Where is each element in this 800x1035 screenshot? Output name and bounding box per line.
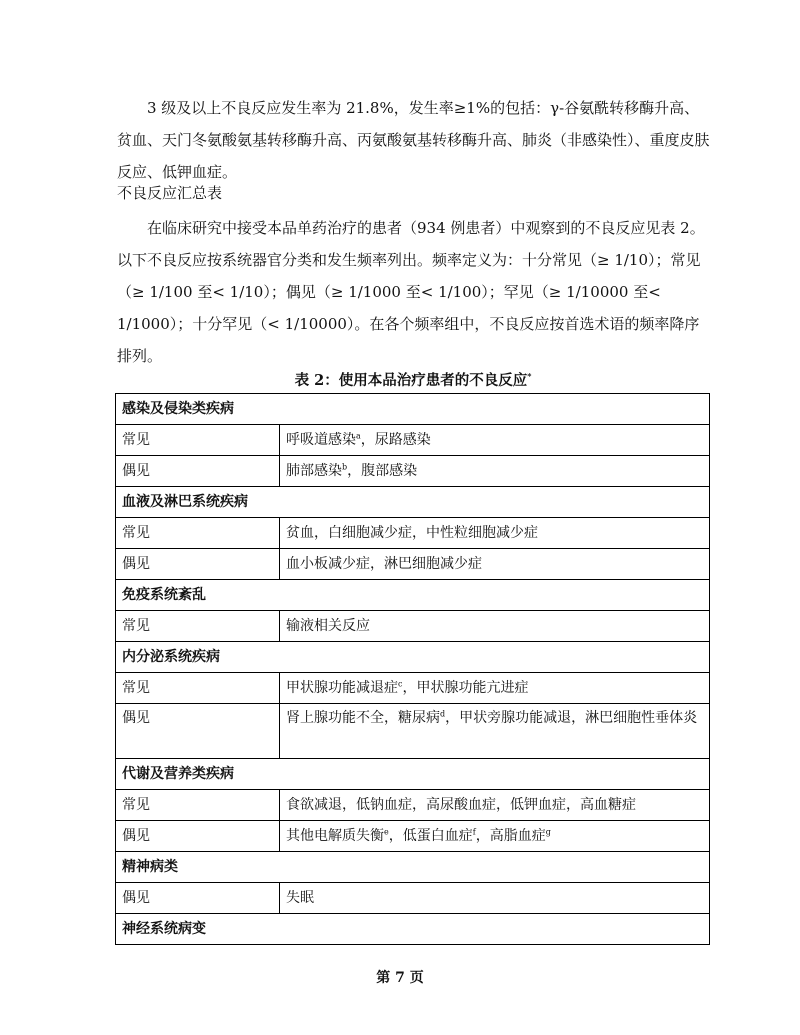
reaction-text: 其他电解质失衡 [286, 828, 384, 844]
table-category-cell: 免疫系统紊乱 [116, 580, 710, 611]
footnote-mark: e [384, 827, 389, 837]
table-category-row [116, 580, 710, 611]
frequency-cell: 常见 [116, 425, 280, 456]
table-category-row [116, 642, 710, 673]
table-row [116, 549, 710, 580]
footnote-mark: d [440, 709, 446, 719]
reaction-text: ，低蛋白血症 [388, 828, 473, 844]
table-row [116, 821, 710, 852]
reactions-cell [280, 821, 710, 852]
frequency-cell: 偶见 [116, 549, 280, 580]
table-row [116, 456, 710, 487]
table-row [116, 673, 710, 704]
page-number: 第 7 页 [376, 970, 424, 986]
table-caption-text: 表 2：使用本品治疗患者的不良反应 [294, 372, 528, 389]
frequency-cell: 偶见 [116, 821, 280, 852]
adverse-reactions-table [115, 393, 710, 945]
reaction-text: 呼吸道感染 [286, 432, 356, 448]
reaction-text: ，尿路感染 [360, 432, 431, 448]
reaction-text: ，甲状旁腺功能减退，淋巴细胞性垂体炎 [445, 710, 698, 726]
reactions-cell [280, 790, 710, 821]
table-category-row [116, 394, 710, 425]
footnote-mark: g [545, 827, 551, 837]
table-category-cell: 代谢及营养类疾病 [116, 759, 710, 790]
table-category-cell: 感染及侵染类疾病 [116, 394, 710, 425]
table-row [116, 518, 710, 549]
frequency-cell: 偶见 [116, 456, 280, 487]
table-row [116, 611, 710, 642]
reaction-text: 血小板减少症，淋巴细胞减少症 [286, 556, 482, 572]
footnote-mark: b [342, 462, 348, 472]
table-row [116, 883, 710, 914]
table-category-cell: 内分泌系统疾病 [116, 642, 710, 673]
frequency-cell: 常见 [116, 790, 280, 821]
table-row [116, 704, 710, 759]
table-category-row [116, 852, 710, 883]
reaction-text: 贫血，白细胞减少症，中性粒细胞减少症 [286, 525, 538, 541]
adverse-reactions-table-body [116, 394, 710, 945]
frequency-cell: 常见 [116, 518, 280, 549]
frequency-cell: 偶见 [116, 704, 280, 759]
reactions-cell [280, 673, 710, 704]
paragraph-table-intro: 在临床研究中接受本品单药治疗的患者（934 例患者）中观察到的不良反应见表 2。以下不良反应按系统器官分类和发生频率列出。频率定义为：十分常见（≥ 1/10）；常见（≥ 1/100 至< 1/10）；偶见（≥ 1/1000 至< 1/100）；罕见（≥ 1/10000 至< 1/1000）；十分罕见（< 1/10000）。在各个频率组中，不良反应按首选术语的频率降序排列。 [117, 219, 705, 365]
table-caption-footnote-mark: * [527, 371, 532, 382]
section-heading: 不良反应汇总表 [117, 184, 223, 202]
paragraph-grade3-incidence: 3 级及以上不良反应发生率为 21.8%，发生率≥1%的包括：γ-谷氨酰转移酶升高、贫血、天门冬氨酸氨基转移酶升高、丙氨酸氨基转移酶升高、肺炎（非感染性）、重度皮肤反应、低钾血症。 [117, 99, 710, 181]
reaction-text: 输液相关反应 [286, 618, 370, 634]
reaction-text: 失眠 [286, 890, 314, 906]
footnote-mark: a [356, 431, 361, 441]
table-category-row [116, 487, 710, 518]
table-row [116, 790, 710, 821]
frequency-cell: 偶见 [116, 883, 280, 914]
reaction-text: 肾上腺功能不全，糖尿病 [286, 710, 440, 726]
table-category-cell: 精神病类 [116, 852, 710, 883]
footnote-mark: c [398, 679, 403, 689]
table-caption [117, 371, 709, 391]
reactions-cell [280, 425, 710, 456]
reaction-text: ，腹部感染 [347, 463, 418, 479]
reactions-cell [280, 456, 710, 487]
frequency-cell: 常见 [116, 673, 280, 704]
reactions-cell [280, 549, 710, 580]
table-category-row [116, 914, 710, 945]
reaction-text: 食欲减退，低钠血症，高尿酸血症，低钾血症，高血糖症 [286, 797, 636, 813]
reactions-cell [280, 704, 710, 759]
reaction-text: 甲状腺功能减退症 [286, 680, 398, 696]
reactions-cell [280, 518, 710, 549]
footnote-mark: f [472, 827, 476, 837]
table-row [116, 425, 710, 456]
table-category-row [116, 759, 710, 790]
reactions-cell [280, 611, 710, 642]
table-category-cell: 血液及淋巴系统疾病 [116, 487, 710, 518]
reaction-text: ，甲状腺功能亢进症 [402, 680, 529, 696]
table-category-cell: 神经系统病变 [116, 914, 710, 945]
reaction-text: ，高脂血症 [475, 828, 546, 844]
reactions-cell [280, 883, 710, 914]
frequency-cell: 常见 [116, 611, 280, 642]
reaction-text: 肺部感染 [286, 463, 342, 479]
